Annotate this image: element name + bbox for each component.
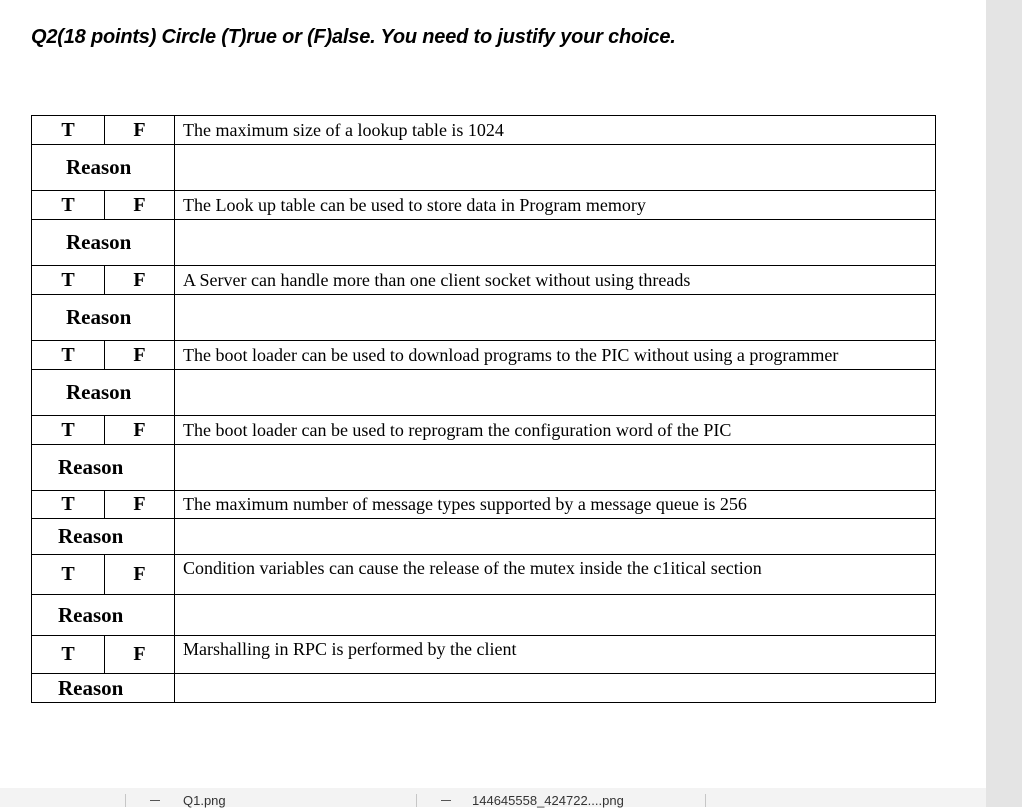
reason-answer-cell[interactable]	[175, 295, 936, 341]
reason-answer-cell[interactable]	[175, 445, 936, 491]
reason-label: Reason	[32, 295, 175, 341]
download-item[interactable]: 144645558_424722....png	[472, 793, 624, 808]
false-option[interactable]: F	[105, 191, 175, 220]
reason-row	[32, 674, 936, 703]
separator	[416, 794, 417, 807]
separator	[705, 794, 706, 807]
false-option[interactable]: F	[105, 636, 175, 674]
reason-answer-cell[interactable]	[175, 145, 936, 191]
reason-answer-cell[interactable]	[175, 595, 936, 636]
question-row	[32, 636, 936, 674]
separator	[125, 794, 126, 807]
reason-row	[32, 295, 936, 341]
false-option[interactable]: F	[105, 266, 175, 295]
true-option[interactable]: T	[32, 116, 105, 145]
file-icon	[441, 800, 451, 801]
reason-answer-cell[interactable]	[175, 519, 936, 555]
question-row	[32, 116, 936, 145]
question-statement: The boot loader can be used to reprogram the configuration word of the PIC	[175, 416, 936, 445]
reason-label: Reason	[32, 370, 175, 416]
false-option[interactable]: F	[105, 341, 175, 370]
question-statement: Marshalling in RPC is performed by the client	[175, 636, 936, 674]
true-option[interactable]: T	[32, 416, 105, 445]
reason-row	[32, 595, 936, 636]
true-option[interactable]: T	[32, 341, 105, 370]
question-heading: Q2(18 points) Circle (T)rue or (F)alse. You need to justify your choice.	[31, 26, 676, 48]
download-item[interactable]: Q1.png	[183, 793, 226, 808]
false-option[interactable]: F	[105, 555, 175, 595]
false-option[interactable]: F	[105, 491, 175, 519]
reason-row	[32, 220, 936, 266]
file-icon	[150, 800, 160, 801]
question-statement: The Look up table can be used to store data in Program memory	[175, 191, 936, 220]
reason-label: Reason	[32, 445, 175, 491]
question-row	[32, 491, 936, 519]
true-option[interactable]: T	[32, 191, 105, 220]
reason-label: Reason	[32, 145, 175, 191]
question-statement: The boot loader can be used to download programs to the PIC without using a programmer	[175, 341, 936, 370]
reason-answer-cell[interactable]	[175, 370, 936, 416]
reason-label: Reason	[32, 220, 175, 266]
true-option[interactable]: T	[32, 491, 105, 519]
question-statement: The maximum size of a lookup table is 1024	[175, 116, 936, 145]
reason-answer-cell[interactable]	[175, 220, 936, 266]
question-row	[32, 266, 936, 295]
reason-label: Reason	[32, 674, 175, 703]
reason-label: Reason	[32, 519, 175, 555]
question-row	[32, 555, 936, 595]
question-row	[32, 416, 936, 445]
reason-label: Reason	[32, 595, 175, 636]
reason-answer-cell[interactable]	[175, 674, 936, 703]
true-option[interactable]: T	[32, 266, 105, 295]
question-statement: Condition variables can cause the release of the mutex inside the c1itical section	[175, 555, 936, 595]
question-row	[32, 191, 936, 220]
reason-row	[32, 370, 936, 416]
question-statement: The maximum number of message types supported by a message queue is 256	[175, 491, 936, 519]
true-false-table	[31, 115, 936, 703]
reason-row	[32, 445, 936, 491]
reason-row	[32, 145, 936, 191]
question-row	[32, 341, 936, 370]
true-option[interactable]: T	[32, 555, 105, 595]
reason-row	[32, 519, 936, 555]
false-option[interactable]: F	[105, 416, 175, 445]
downloads-bar	[0, 788, 986, 807]
false-option[interactable]: F	[105, 116, 175, 145]
vertical-scrollbar[interactable]	[986, 0, 1022, 807]
true-option[interactable]: T	[32, 636, 105, 674]
question-statement: A Server can handle more than one client socket without using threads	[175, 266, 936, 295]
